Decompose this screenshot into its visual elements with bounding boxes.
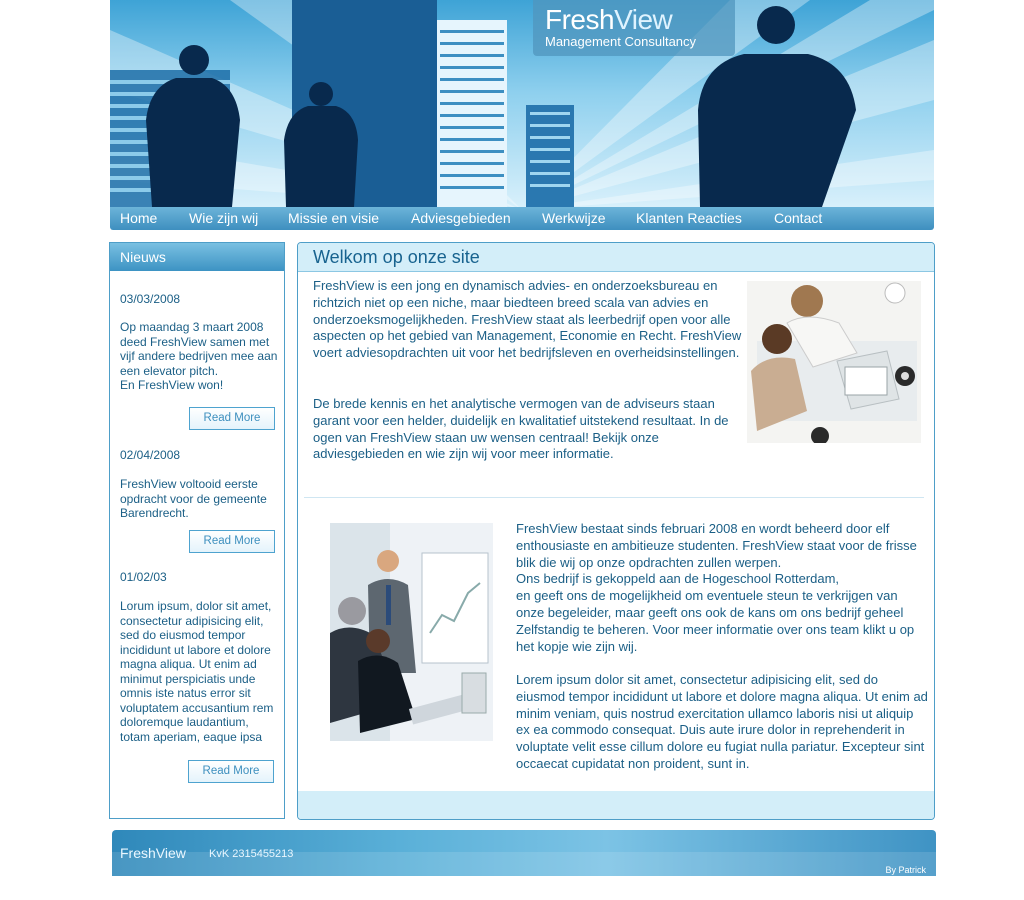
- logo-text: [545, 3, 672, 37]
- nav-contact[interactable]: Contact: [774, 210, 823, 226]
- read-more-button[interactable]: Read More: [189, 530, 275, 553]
- nav-wie-zijn-wij[interactable]: Wie zijn wij: [189, 210, 259, 226]
- about-paragraph: FreshView bestaat sinds februari 2008 en wordt beheerd door elf enthousiaste en ambitieuze studenten. FreshView staat voor de frisse blik die wij op onze opdrachten zullen werpen. Ons bedrijf is gekoppeld aan de Hogeschool Rotterdam, en geeft ons de mogelijkheid om eventuele steun te verkrijgen van onze begeleider, maar geeft ons ook de kans om ons bedrijf geheel Zelfstandig te beheren. Voor meer informatie over ons team klikt u op het kopje wie zijn wij.: [516, 521, 917, 654]
- news-date: 01/02/03: [120, 570, 167, 584]
- news-text: FreshView voltooid eerste opdracht voor de gemeente Barendrecht.: [120, 477, 267, 520]
- meeting-photo: [747, 281, 921, 443]
- nav-missie-en-visie[interactable]: Missie en visie: [288, 210, 380, 226]
- page-title: Welkom op onze site: [298, 243, 934, 272]
- news-date: 03/03/2008: [120, 292, 181, 306]
- site-logo[interactable]: [533, 0, 735, 56]
- presentation-photo: [330, 523, 493, 741]
- news-text: Op maandag 3 maart 2008 deed FreshView samen met vijf andere bedrijven mee aan een elevator pitch. En FreshView won!: [120, 320, 278, 392]
- header-banner: [110, 0, 934, 207]
- footer-brand: FreshView: [120, 845, 186, 861]
- content-footer-band: [298, 791, 934, 819]
- read-more-button[interactable]: Read More: [188, 760, 274, 783]
- sidebar-title: Nieuws: [110, 243, 284, 271]
- read-more-button[interactable]: Read More: [189, 407, 275, 430]
- intro-paragraph: FreshView is een jong en dynamisch advies- en onderzoeksbureau en richtzich niet op een niche, maar biedteen breed scala van advies en onderzoeksmogelijkheden. FreshView staat als leerbedrijf open voor alle aspecten op het gebied van Management, Economie en Recht. FreshView voert adviesopdrachten uit voor het bedrijfsleven en overheidsinstellingen.: [313, 278, 742, 361]
- logo-brand-part1: Fresh: [545, 4, 615, 35]
- footer-kvk: KvK 2315455213: [209, 848, 294, 860]
- logo-tagline: Management Consultancy: [545, 34, 697, 49]
- content-divider: [304, 497, 924, 498]
- footer-credit: By Patrick: [885, 865, 926, 875]
- logo-brand-part2: View: [614, 4, 673, 35]
- banner-illustration: [110, 0, 934, 207]
- nav-klanten-reacties[interactable]: Klanten Reacties: [636, 210, 742, 226]
- nav-adviesgebieden[interactable]: Adviesgebieden: [411, 210, 511, 226]
- nav-home[interactable]: Home: [120, 210, 158, 226]
- about-paragraph: Lorem ipsum dolor sit amet, consectetur adipisicing elit, sed do eiusmod tempor incididunt ut labore et dolore magna aliqua. Ut enim ad minim veniam, quis nostrud exercitation ullamco laboris nisi ut aliquip ex ea commodo consequat. Duis aute irure dolor in reprehenderit in voluptate velit esse cillum dolore eu fugiat nulla pariatur. Excepteur sint occaecat cupidatat non proident, sunt in.: [516, 672, 928, 771]
- news-text: Lorum ipsum, dolor sit amet, consectetur adipisicing elit, sed do eiusmod tempor incididunt ut labore et dolore magna aliqua. Ut enim ad minimut perspiciatis unde omnis iste natus error sit voluptatem accusantium rem doloremque laudantium, totam aperiam, eaque ipsa: [120, 599, 274, 744]
- nav-werkwijze[interactable]: Werkwijze: [542, 210, 606, 226]
- news-date: 02/04/2008: [120, 448, 181, 462]
- main-content: [297, 242, 935, 820]
- page-footer: [112, 830, 936, 876]
- intro-paragraph: De brede kennis en het analytische vermogen van de adviseurs staan garant voor een helder, duidelijk en kwalitatief uitstekend resultaat. In de ogen van FreshView staan uw wensen centraal! Bekijk onze adviesgebieden en wie zijn wij voor meer informatie.: [313, 396, 729, 462]
- news-sidebar: [109, 242, 285, 819]
- main-nav: [110, 207, 934, 230]
